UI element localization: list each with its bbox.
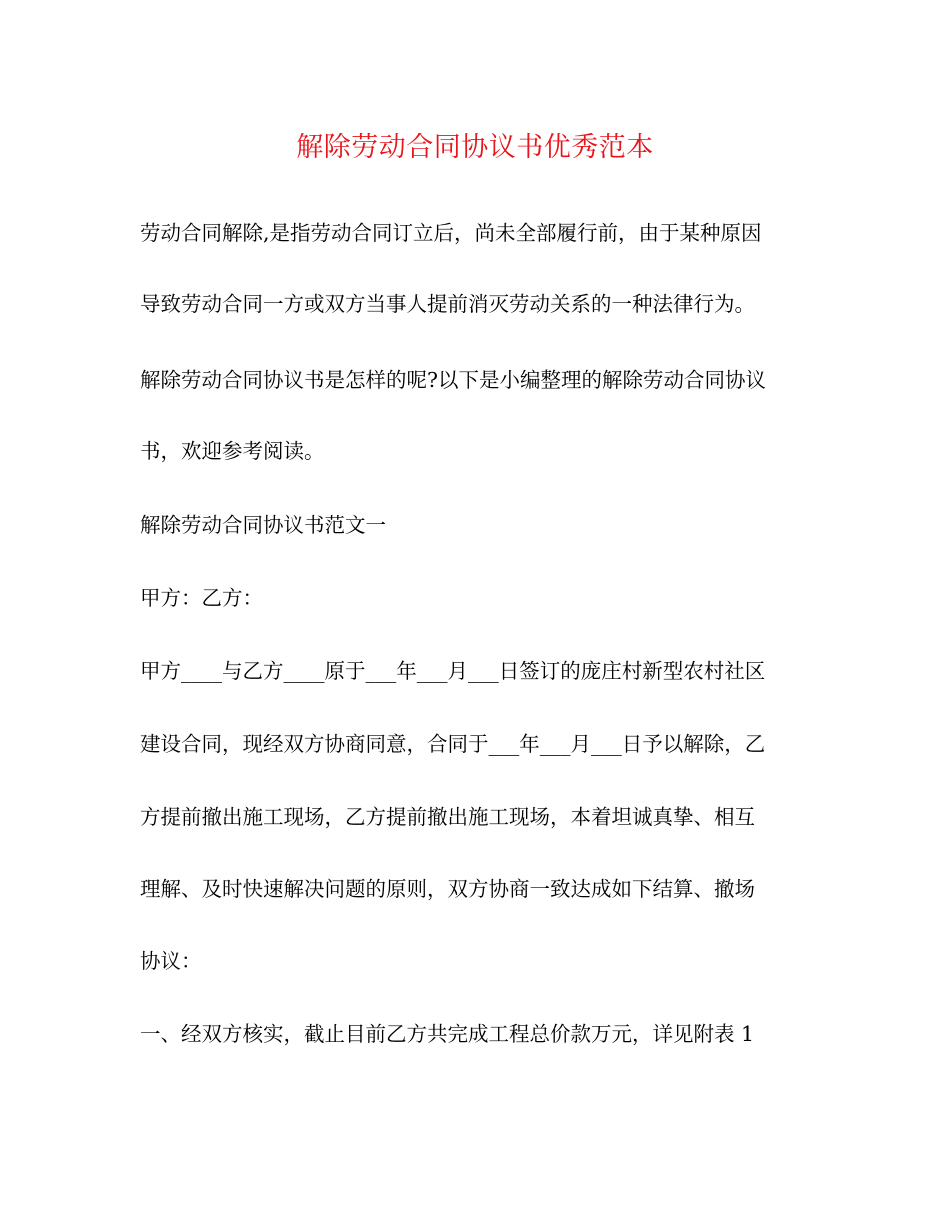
section-heading: 解除劳动合同协议书范文一 xyxy=(140,513,386,537)
body-line: 一、经双方核实，截止目前乙方共完成工程总价款万元，详见附表 1 xyxy=(140,1022,755,1046)
body-line: 解除劳动合同协议书是怎样的呢?以下是小编整理的解除劳动合同协议 xyxy=(140,368,766,392)
body-line: 协议： xyxy=(140,949,202,973)
body-line: 导致劳动合同一方或双方当事人提前消灭劳动关系的一种法律行为。 xyxy=(140,292,755,316)
body-line: 书，欢迎参考阅读。 xyxy=(140,439,325,463)
body-line: 理解、及时快速解决问题的原则，双方协商一致达成如下结算、撤场 xyxy=(140,877,755,901)
body-line: 方提前撤出施工现场，乙方提前撤出施工现场，本着坦诚真挚、相互 xyxy=(140,805,755,829)
body-line: 劳动合同解除,是指劳动合同订立后，尚未全部履行前，由于某种原因 xyxy=(140,221,762,245)
document-title: 解除劳动合同协议书优秀范本 xyxy=(296,132,654,163)
body-line: 甲方：乙方： xyxy=(140,586,263,610)
body-line: 建设合同，现经双方协商同意，合同于___年___月___日予以解除，乙 xyxy=(140,732,766,756)
body-line: 甲方____与乙方____原于___年___月___日签订的庞庄村新型农村社区 xyxy=(140,659,766,683)
